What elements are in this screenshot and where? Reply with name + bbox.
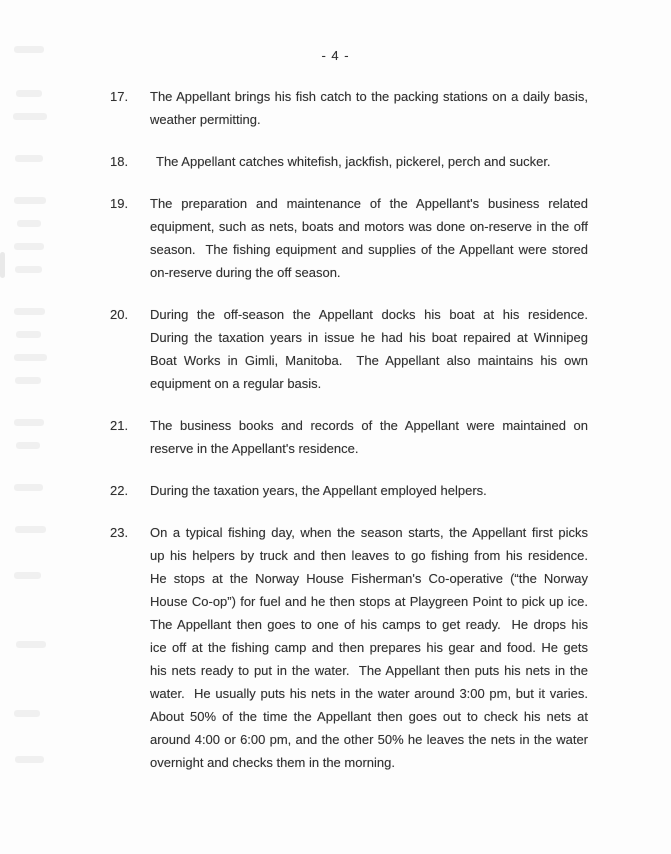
paragraph-line: The Appellant catches whitefish, jackfish, pickerel, perch and sucker. bbox=[156, 154, 551, 169]
numbered-paragraph bbox=[110, 414, 588, 460]
paragraph-number: 18. bbox=[110, 154, 129, 169]
numbered-paragraph bbox=[110, 303, 588, 395]
paragraph-text bbox=[150, 521, 588, 774]
paragraph-line: During the taxation years, the Appellant employed helpers. bbox=[150, 483, 487, 498]
scan-smudge bbox=[14, 419, 44, 426]
paragraph-line: About 50% of the time the Appellant then goes out to check his nets at bbox=[150, 709, 588, 724]
scan-smudge bbox=[14, 243, 44, 250]
numbered-paragraph bbox=[110, 85, 588, 131]
paragraph-line: equipment, such as nets, boats and motors was done on-reserve in the off bbox=[150, 219, 588, 234]
numbered-paragraph bbox=[110, 150, 588, 173]
paragraph-line: up his helpers by truck and then leaves to go fishing from his residence. bbox=[150, 548, 588, 563]
scan-smudge bbox=[16, 442, 40, 449]
scan-smudge bbox=[14, 308, 45, 315]
scan-smudge bbox=[16, 641, 46, 648]
paragraph-line: water. He usually puts his nets in the water around 3:00 pm, but it varies. bbox=[150, 686, 588, 701]
numbered-paragraph bbox=[110, 479, 588, 502]
paragraph-line: He stops at the Norway House Fisherman's Co-operative (“the Norway bbox=[150, 571, 588, 586]
scan-smudge bbox=[17, 220, 41, 227]
paragraph-line: his nets ready to put in the water. The Appellant then puts his nets in the bbox=[150, 663, 588, 678]
paragraph-line: During the taxation years in issue he had his boat repaired at Winnipeg bbox=[150, 330, 588, 345]
paragraph-line: overnight and checks them in the morning. bbox=[150, 755, 395, 770]
paragraph-line: House Co-op”) for fuel and he then stops at Playgreen Point to pick up ice. bbox=[150, 594, 588, 609]
scan-smudge bbox=[16, 90, 42, 97]
paragraph-text bbox=[150, 479, 588, 502]
scan-smudge bbox=[15, 377, 41, 384]
scan-smudge bbox=[15, 756, 44, 763]
scan-smudge bbox=[14, 572, 41, 579]
paragraph-line: Boat Works in Gimli, Manitoba. The Appellant also maintains his own bbox=[150, 353, 588, 368]
paragraph-text bbox=[150, 150, 588, 173]
scan-smudge bbox=[15, 155, 43, 162]
paragraph-number: 22. bbox=[110, 483, 129, 498]
paragraph-number: 19. bbox=[110, 196, 129, 211]
scan-smudge bbox=[14, 484, 43, 491]
scan-smudge bbox=[14, 197, 46, 204]
scan-smudge bbox=[14, 354, 47, 361]
paragraph-number: 17. bbox=[110, 89, 129, 104]
paragraph-text bbox=[150, 192, 588, 284]
paragraph-line: on-reserve during the off season. bbox=[150, 265, 341, 280]
numbered-paragraph bbox=[110, 192, 588, 284]
scan-smudge bbox=[14, 710, 40, 717]
paragraph-line: On a typical fishing day, when the season starts, the Appellant first picks bbox=[150, 525, 588, 540]
paragraph-line: The Appellant brings his fish catch to the packing stations on a daily basis, bbox=[150, 89, 588, 104]
paragraph-number: 23. bbox=[110, 525, 129, 540]
paragraph-line: around 4:00 or 6:00 pm, and the other 50% he leaves the nets in the water bbox=[150, 732, 588, 747]
scan-smudge bbox=[15, 266, 42, 273]
paragraph-line: reserve in the Appellant's residence. bbox=[150, 441, 359, 456]
paragraph-line: During the off-season the Appellant docks his boat at his residence. bbox=[150, 307, 588, 322]
scan-smudge bbox=[0, 252, 5, 278]
scan-smudge bbox=[13, 113, 47, 120]
scan-smudge bbox=[16, 331, 41, 338]
paragraph-line: The preparation and maintenance of the Appellant's business related bbox=[150, 196, 588, 211]
paragraph-line: ice off at the fishing camp and then prepares his gear and food. He gets bbox=[150, 640, 588, 655]
paragraph-line: equipment on a regular basis. bbox=[150, 376, 322, 391]
paragraph-line: The Appellant then goes to one of his camps to get ready. He drops his bbox=[150, 617, 588, 632]
paragraph-number: 21. bbox=[110, 418, 129, 433]
paragraph-line: weather permitting. bbox=[150, 112, 261, 127]
paragraph-line: The business books and records of the Appellant were maintained on bbox=[150, 418, 588, 433]
paragraph-line: season. The fishing equipment and supplies of the Appellant were stored bbox=[150, 242, 588, 257]
numbered-paragraph bbox=[110, 521, 588, 774]
paragraph-text bbox=[150, 303, 588, 395]
page-number: - 4 - bbox=[321, 48, 350, 63]
scan-smudge bbox=[15, 526, 46, 533]
paragraph-text bbox=[150, 85, 588, 131]
paragraph-list bbox=[110, 85, 588, 793]
paragraph-text bbox=[150, 414, 588, 460]
paragraph-number: 20. bbox=[110, 307, 129, 322]
